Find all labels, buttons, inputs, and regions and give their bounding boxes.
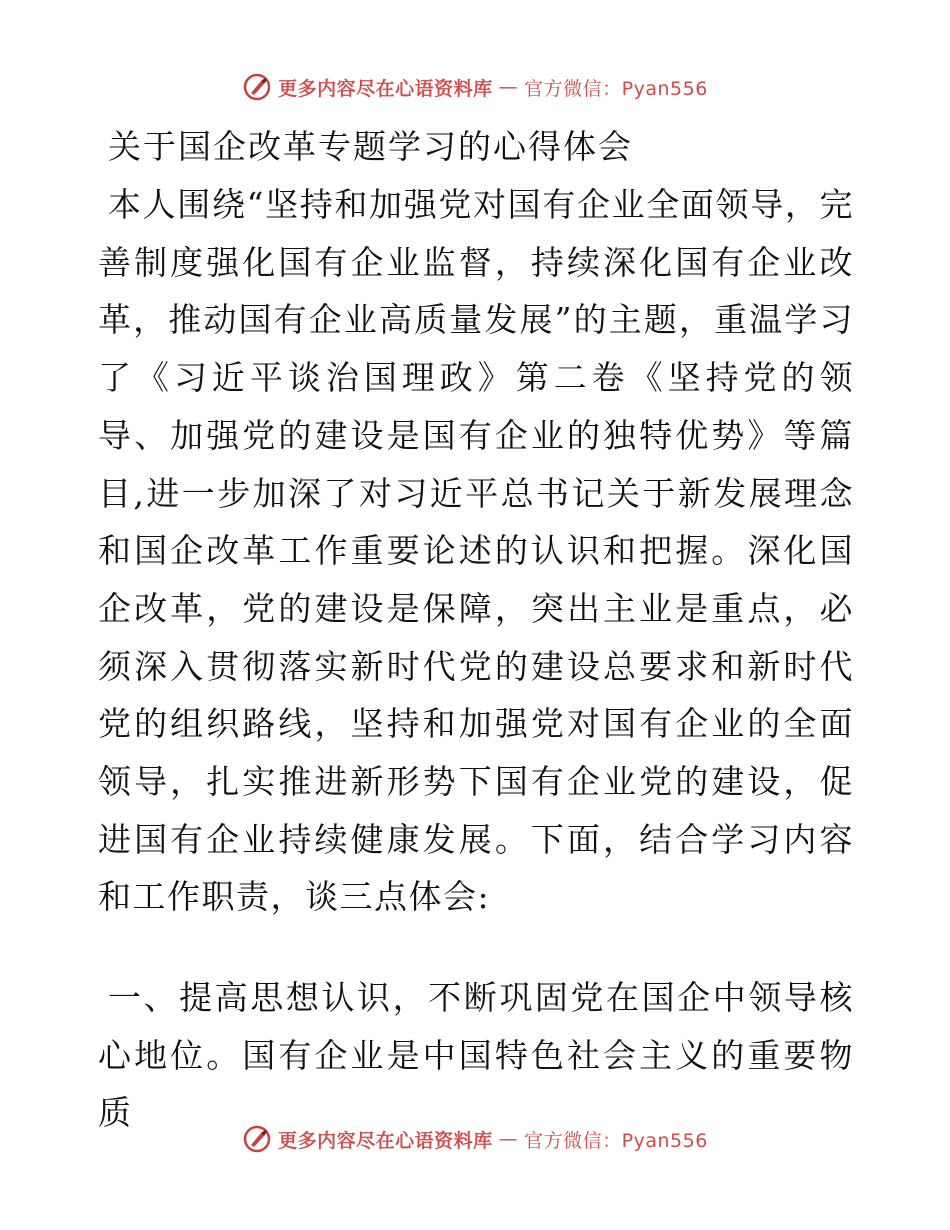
document-title: 关于国企改革专题学习的心得体会 — [108, 127, 633, 166]
pen-nib-logo-icon — [242, 72, 272, 102]
watermark-text: 更多内容尽在心语资料库 — [278, 1129, 493, 1152]
header-watermark — [0, 72, 950, 102]
watermark-contact: 官方微信：Pyan556 — [524, 77, 708, 100]
watermark-separator: — — [498, 76, 519, 98]
footer-watermark — [0, 1124, 950, 1154]
watermark-text: 更多内容尽在心语资料库 — [278, 77, 493, 100]
pen-nib-logo-icon — [242, 1124, 272, 1154]
body-paragraph-1: 本人围绕“坚持和加强党对国有企业全面领导，完善制度强化国有企业监督，持续深化国有企业改革，推动国有企业高质量发展”的主题，重温学习了《习近平谈治国理政》第二卷《坚持党的领导、加强党的建设是国有企业的独特优势》等篇目,进一步加深了对习近平总书记关于新发展理念和国企改革工作重要论述的认识和把握。深化国企改革，党的建设是保障，突出主业是重点，必须深入贯彻落实新时代党的建设总要求和新时代党的组织路线，坚持和加强党对国有企业的全面领导，扎实推进新形势下国有企业党的建设，促进国有企业持续健康发展。下面，结合学习内容和工作职责，谈三点体会: — [98, 185, 854, 917]
body-paragraph-2: 一、提高思想认识，不断巩固党在国企中领导核心地位。国有企业是中国特色社会主义的重要物质 — [98, 978, 854, 1133]
watermark-separator: — — [498, 1128, 519, 1150]
watermark-contact: 官方微信：Pyan556 — [524, 1129, 708, 1152]
